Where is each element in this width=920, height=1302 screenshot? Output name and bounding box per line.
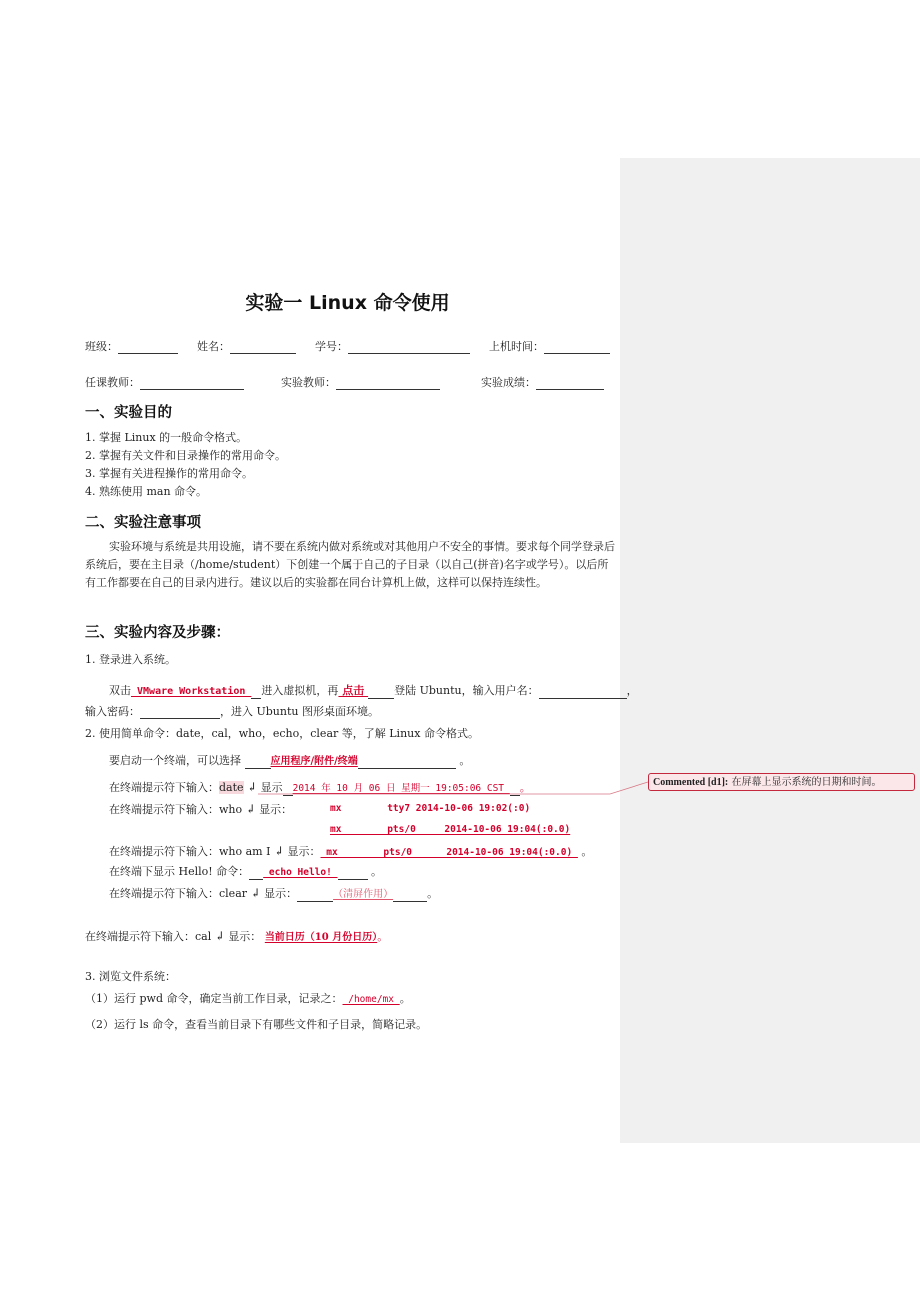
period: 。 <box>581 845 593 858</box>
pwd-answer: /home/mx <box>342 994 400 1005</box>
header-row-2 <box>85 376 604 390</box>
hello-answer: echo Hello! <box>263 867 338 878</box>
section-3-heading: 三、实验内容及步骤： <box>85 625 230 641</box>
teacher-field[interactable] <box>140 377 244 390</box>
cal-text: 在终端提示符下输入：cal <box>85 930 212 943</box>
blank-line <box>338 867 368 880</box>
enter-icon: ↲ <box>273 844 285 858</box>
comment-author: Commented [d1]: <box>653 777 729 788</box>
hello-text: 在终端下显示 Hello! 命令： <box>109 865 250 878</box>
lab-teacher-field[interactable] <box>336 377 440 390</box>
login-text: ，进入 Ubuntu 图形桌面环境。 <box>220 705 379 718</box>
who-text: 显示： <box>259 803 293 816</box>
date-answer: 2014 年 10 月 06 日 星期一 19:05:06 CST <box>292 783 510 794</box>
time-field[interactable] <box>544 341 610 354</box>
password-label: 输入密码： <box>85 705 140 718</box>
blank-line <box>245 756 271 769</box>
date-line <box>109 780 531 796</box>
blank-line <box>393 889 427 902</box>
section-2-heading: 二、实验注意事项 <box>85 515 201 531</box>
header-row-1 <box>85 340 610 354</box>
pwd-line <box>85 992 411 1007</box>
name-label: 姓名： <box>197 340 230 353</box>
clear-text: 显示： <box>264 887 298 900</box>
class-field[interactable] <box>118 341 178 354</box>
date-text: 在终端提示符下输入： <box>109 781 219 794</box>
clear-line <box>109 886 438 902</box>
who-text: 在终端提示符下输入：who <box>109 803 243 816</box>
date-command: date <box>219 781 244 794</box>
enter-icon: ↲ <box>250 886 261 900</box>
id-field[interactable] <box>348 341 470 354</box>
period: 。 <box>519 781 531 794</box>
clear-text: 在终端提示符下输入：clear <box>109 887 248 900</box>
id-label: 学号： <box>315 340 348 353</box>
teacher-label: 任课教师： <box>85 376 140 389</box>
who-answer-2: mx pts/0 2014-10-06 19:04(:0.0) <box>330 824 571 835</box>
cal-text: 显示： <box>228 930 262 943</box>
comment-text: 在屏幕上显示系统的日期和时间。 <box>731 777 882 788</box>
clear-answer: （清屏作用） <box>333 889 394 900</box>
class-label: 班级： <box>85 340 118 353</box>
name-field[interactable] <box>230 341 296 354</box>
click-answer: 点击 <box>338 684 369 697</box>
page-title: 实验一 Linux 命令使用 <box>245 292 450 314</box>
score-label: 实验成绩： <box>481 376 536 389</box>
notes-text: 实验环境与系统是共用设施，请不要在系统内做对系统或对其他用户不安全的事情。要求每个同学登录后系统后，要在主目录（/home/student）下创建一个属于自己的子目录（以自己(拼音)名字或学号）。以后所有工作都要在自己的目录内进行。建议以后的实验都在同台计算机上做，这样可以保持连续性。 <box>85 540 615 589</box>
period: 。 <box>371 865 383 878</box>
objective-item: 2. 掌握有关文件和目录操作的常用命令。 <box>85 449 286 462</box>
blank-line <box>249 867 263 880</box>
objective-item: 4. 熟练使用 man 命令。 <box>85 485 208 498</box>
login-text: 双击 <box>109 684 131 697</box>
whoami-text: 在终端提示符下输入：who am I <box>109 845 271 858</box>
username-field[interactable] <box>539 686 627 699</box>
score-field[interactable] <box>536 377 604 390</box>
lab-teacher-label: 实验教师： <box>281 376 336 389</box>
period: 。 <box>427 887 439 900</box>
blank-line <box>251 686 261 699</box>
pwd-text: （1）运行 pwd 命令，确定当前工作目录，记录之： <box>85 992 343 1005</box>
terminal-answer: 应用程序/附件/终端 <box>270 756 358 767</box>
whoami-text: 显示： <box>287 845 321 858</box>
login-line-2 <box>85 705 379 719</box>
vmware-answer: VMware Workstation <box>131 686 252 697</box>
terminal-text: 要启动一个终端，可以选择 <box>109 754 241 767</box>
enter-icon: ↲ <box>245 802 256 816</box>
objective-item: 1. 掌握 Linux 的一般命令格式。 <box>85 431 248 444</box>
objective-item: 3. 掌握有关进程操作的常用命令。 <box>85 467 253 480</box>
notes-paragraph <box>85 538 615 592</box>
login-line-1 <box>109 684 638 699</box>
login-text: 进入虚拟机，再 <box>261 684 339 697</box>
cal-line <box>85 929 388 945</box>
enter-icon: ↲ <box>214 929 225 943</box>
step-2: 2. 使用简单命令：date，cal，who，echo，clear 等，了解 Linux 命令格式。 <box>85 727 479 740</box>
login-text: 登陆 Ubuntu，输入用户名： <box>394 684 539 697</box>
period: 。 <box>399 992 411 1005</box>
comment-balloon[interactable] <box>648 773 915 791</box>
period: 。 <box>377 930 389 943</box>
password-field[interactable] <box>140 706 220 719</box>
date-text: 显示 <box>260 781 283 794</box>
blank-line <box>283 783 293 796</box>
blank-line <box>358 756 456 769</box>
blank-line <box>297 889 333 902</box>
blank-line <box>510 783 520 796</box>
enter-icon: ↲ <box>247 780 258 794</box>
whoami-answer: mx pts/0 2014-10-06 19:04(:0.0) <box>320 847 578 858</box>
hello-line <box>109 865 382 880</box>
cal-answer: 当前日历（10 月份日历） <box>264 932 378 943</box>
step-3: 3. 浏览文件系统： <box>85 970 176 983</box>
time-label: 上机时间： <box>489 340 544 353</box>
login-text: ， <box>626 684 638 697</box>
terminal-line <box>109 754 470 769</box>
section-1-heading: 一、实验目的 <box>85 405 172 421</box>
step-1: 1. 登录进入系统。 <box>85 653 176 666</box>
who-answer-1: mx tty7 2014-10-06 19:02(:0) <box>330 803 531 814</box>
who-line <box>109 802 292 817</box>
whoami-line <box>109 844 592 860</box>
blank-line <box>368 686 394 699</box>
ls-line: （2）运行 ls 命令，查看当前目录下有哪些文件和子目录，简略记录。 <box>85 1018 428 1031</box>
period: 。 <box>459 754 471 767</box>
